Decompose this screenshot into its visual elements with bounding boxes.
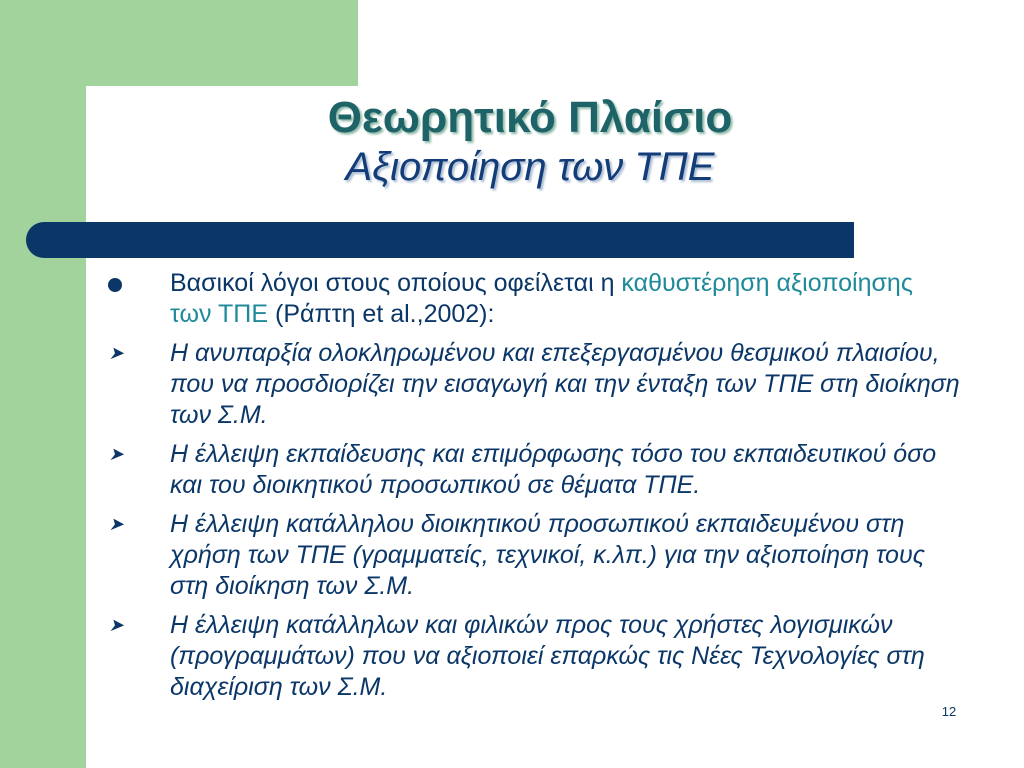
intro-highlight: καθυστέρηση αξιοποίησης των ΤΠΕ	[170, 269, 913, 328]
list-item	[100, 439, 960, 501]
list-item-text: Η έλλειψη κατάλληλου διοικητικού προσωπικού εκπαιδευμένου στη χρήση των ΤΠΕ (γραμματείς, τεχνικοί, κ.λπ.) για την αξιοποίηση τους στη διοίκηση των Σ.Μ.	[170, 510, 925, 600]
list-item	[100, 509, 960, 602]
list-item-text: Η έλλειψη εκπαίδευσης και επιμόρφωσης τόσο του εκπαιδευτικού όσο και του διοικητικού προσωπικού σε θέματα ΤΠΕ.	[170, 440, 937, 499]
intro-text-before: Βασικοί λόγοι στους οποίους οφείλεται η	[170, 269, 622, 297]
list-item	[100, 338, 960, 431]
list-item	[100, 610, 960, 703]
arrow-bullet-icon: ➤	[108, 444, 124, 464]
top-decorative-band	[0, 0, 358, 86]
slide-content	[100, 268, 960, 711]
intro-text-after: (Ράπτη et al.,2002):	[268, 300, 495, 328]
slide-title: Θεωρητικό Πλαίσιο	[327, 93, 733, 142]
page-number: 12	[941, 704, 957, 719]
slide-subtitle: Αξιοποίηση των ΤΠΕ	[345, 145, 715, 189]
arrow-bullet-icon: ➤	[108, 514, 124, 534]
arrow-bullet-icon: ➤	[108, 615, 124, 635]
rounded-corner	[86, 86, 206, 206]
intro-bullet	[100, 268, 960, 330]
left-decorative-band	[0, 0, 86, 768]
arrow-bullet-icon: ➤	[108, 343, 124, 363]
bullet-dot-icon	[108, 278, 122, 292]
list-item-text: Η ανυπαρξία ολοκληρωμένου και επεξεργασμένου θεσμικού πλαισίου, που να προσδιορίζει την εισαγωγή και την ένταξη των ΤΠΕ στη διοίκηση των Σ.Μ.	[170, 339, 960, 429]
slide-heading	[200, 92, 860, 190]
divider-bar	[26, 222, 854, 258]
list-item-text: Η έλλειψη κατάλληλων και φιλικών προς τους χρήστες λογισμικών (προγραμμάτων) που να αξιοποιεί επαρκώς τις Νέες Τεχνολογίες στη διαχείριση των Σ.Μ.	[170, 611, 925, 701]
